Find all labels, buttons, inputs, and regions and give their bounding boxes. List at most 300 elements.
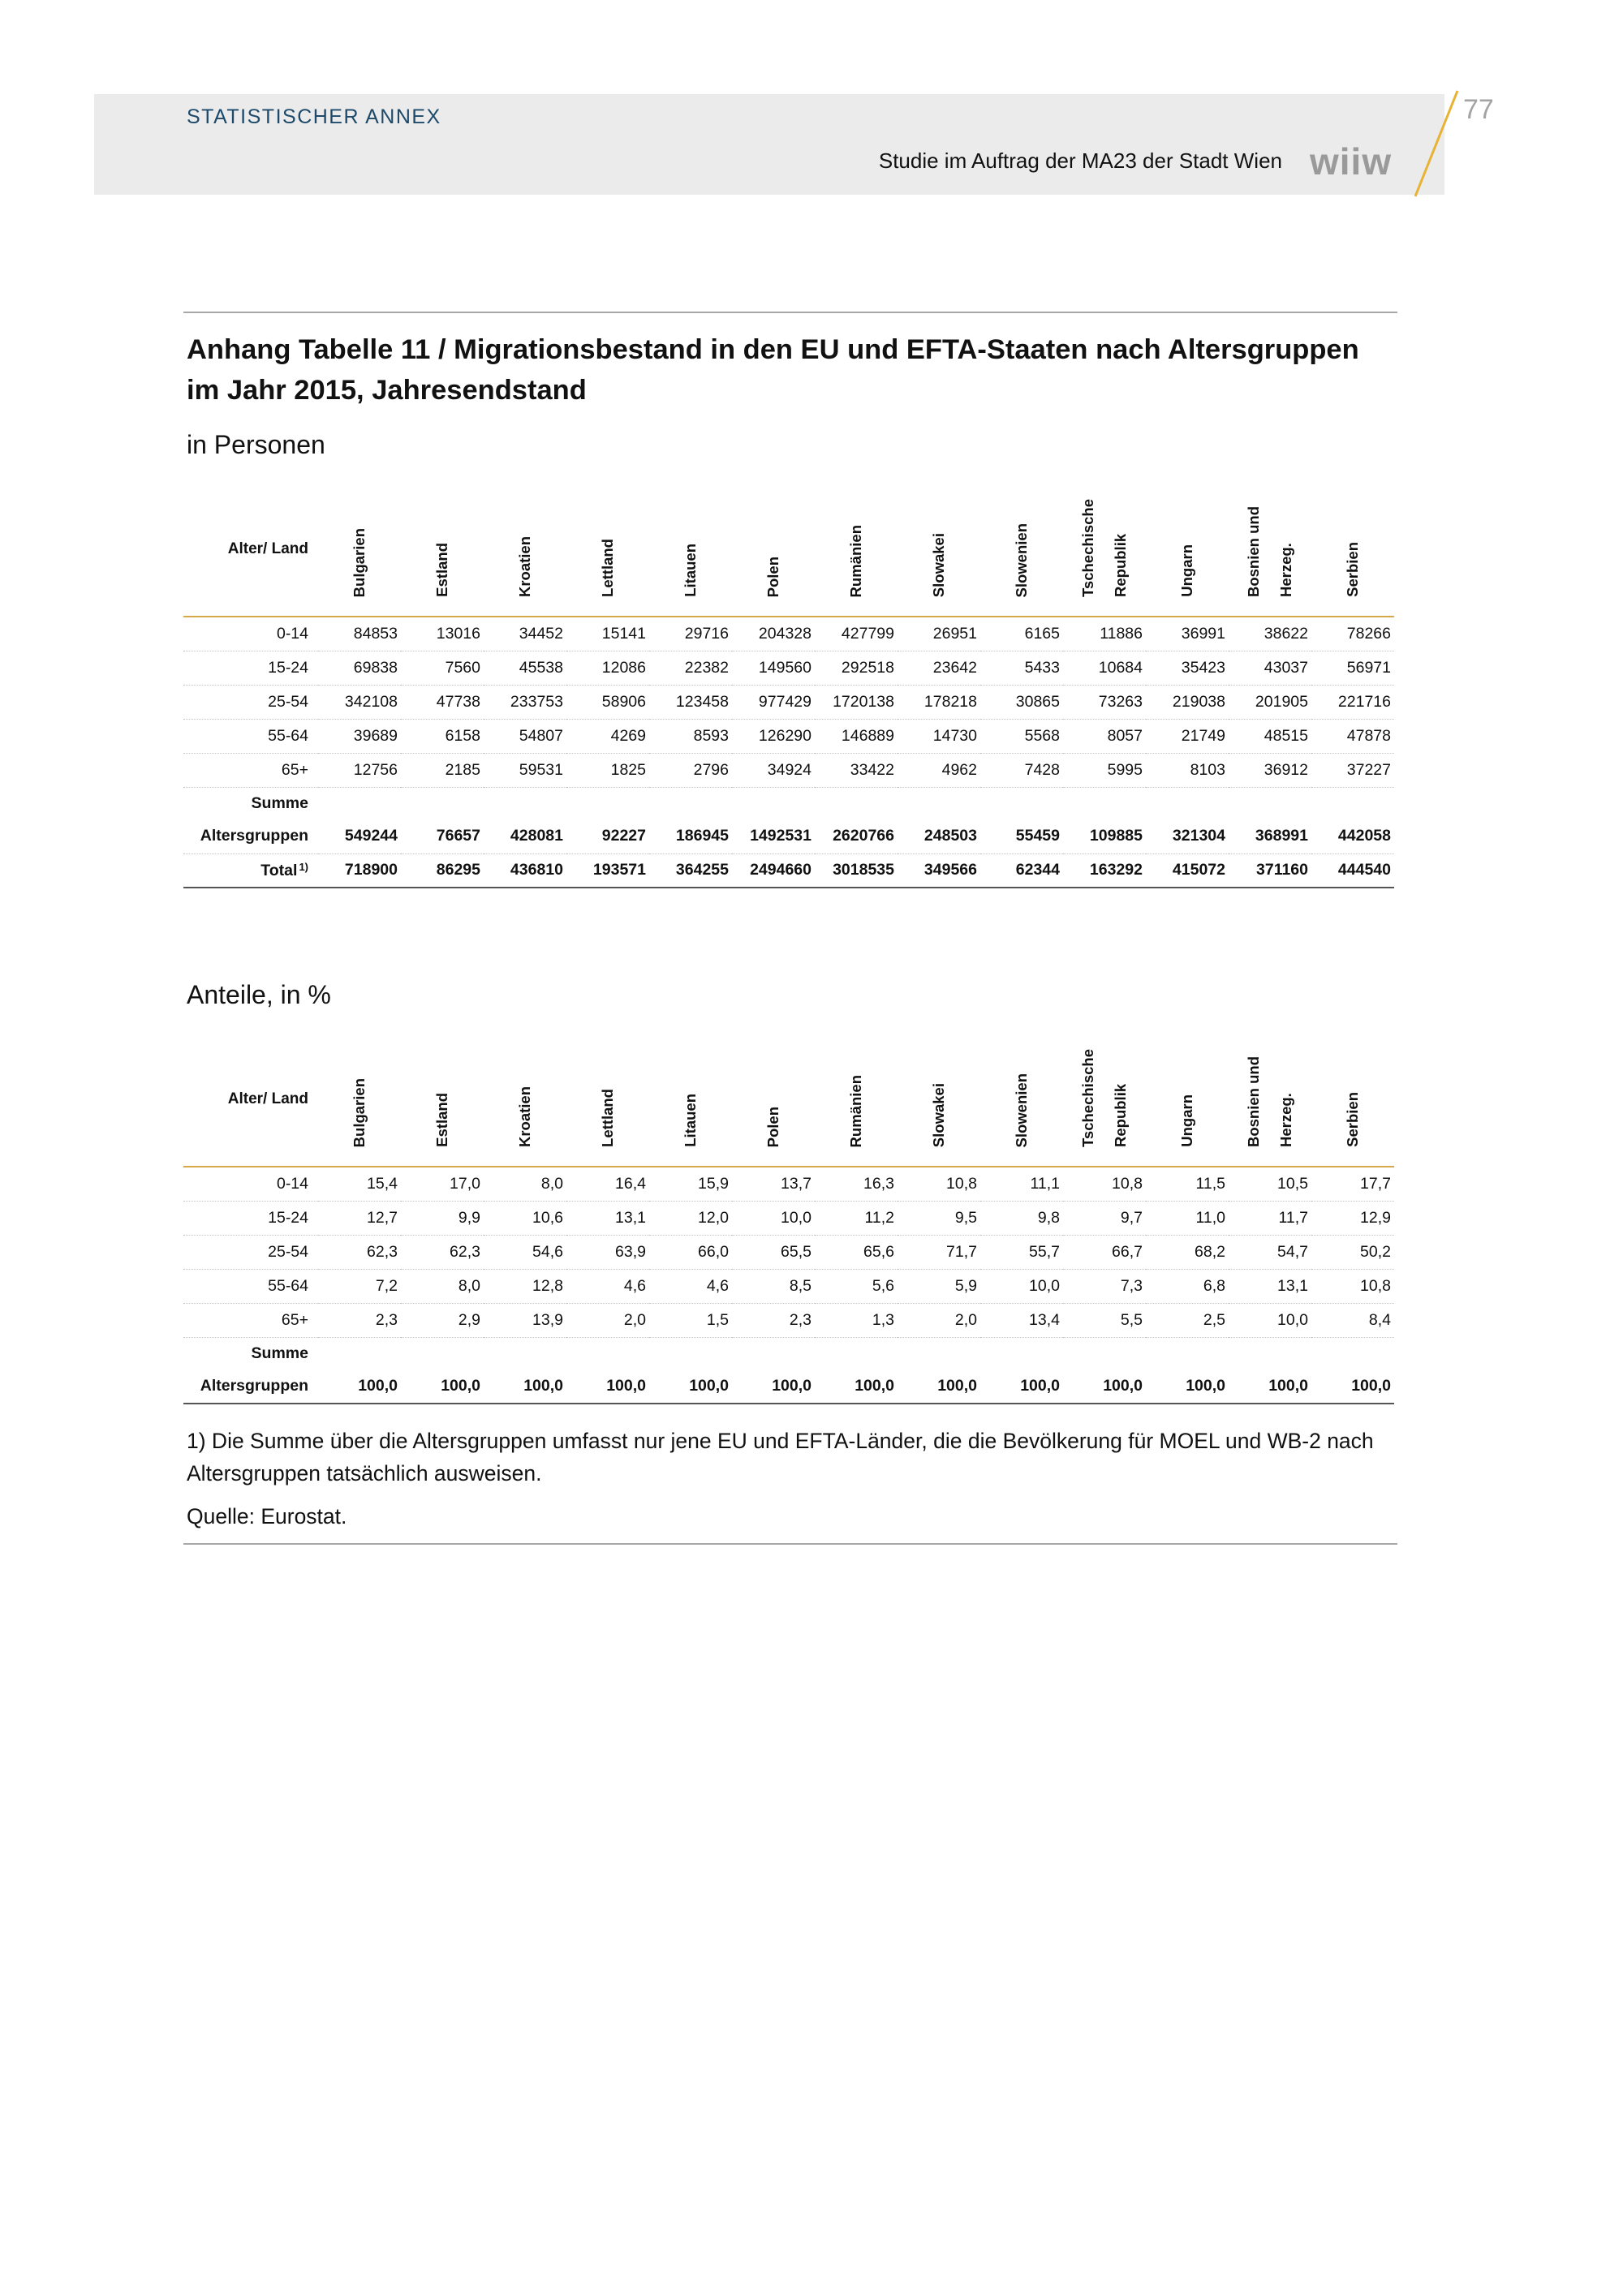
table-cell: 66,0	[649, 1235, 732, 1269]
table-cell: 444540	[1311, 853, 1394, 888]
row-label-text: 55-64	[268, 1276, 308, 1295]
table-cell: 39689	[318, 719, 401, 753]
header-subtitle: Studie im Auftrag der MA23 der Stadt Wien	[878, 148, 1282, 173]
table-row	[183, 685, 1394, 719]
column-header	[1229, 1037, 1311, 1167]
row-label	[183, 1235, 318, 1269]
column-header-line: Tschechische	[1079, 1049, 1096, 1147]
column-header-label	[343, 1078, 376, 1147]
column-header	[401, 1037, 484, 1167]
table-cell: 73263	[1063, 685, 1146, 719]
table-row	[183, 1201, 1394, 1235]
row-label-text: 65+	[281, 760, 308, 779]
table-cell: 16,3	[815, 1167, 898, 1201]
column-header	[1311, 1037, 1394, 1167]
table-cell: 2,0	[898, 1303, 980, 1337]
table-cell: 12,0	[649, 1201, 732, 1235]
column-header-label	[592, 1089, 624, 1147]
table-cell: 11,2	[815, 1201, 898, 1235]
column-header-line: Rumänien	[847, 524, 864, 597]
table-row	[183, 1269, 1394, 1303]
column-header	[1063, 1037, 1146, 1167]
column-header-label	[840, 1075, 872, 1147]
column-header-label	[509, 1086, 541, 1147]
table-cell: 34924	[732, 753, 815, 787]
column-header-line: Litauen	[682, 1094, 699, 1147]
page-number: 77	[1463, 94, 1494, 125]
column-header	[484, 1037, 566, 1167]
row-label-text: Altersgruppen	[200, 1377, 308, 1395]
table-persons	[183, 487, 1394, 888]
table-cell: 59531	[484, 753, 566, 787]
table-cell: 2620766	[815, 819, 898, 853]
table-cell: 14730	[898, 719, 980, 753]
table-cell: 428081	[484, 819, 566, 853]
table-cell: 8057	[1063, 719, 1146, 753]
table-cell: 54,7	[1229, 1235, 1311, 1269]
table-cell: 100,0	[318, 1369, 401, 1404]
table-row	[183, 1303, 1394, 1337]
table-cell: 1720138	[815, 685, 898, 719]
table-cell: 13016	[401, 617, 484, 651]
column-header	[1063, 487, 1146, 617]
table-cell	[815, 787, 898, 819]
corner-header: Alter/ Land	[183, 1037, 318, 1167]
column-header-label	[674, 1094, 707, 1147]
column-header-line: Polen	[764, 1106, 781, 1147]
table-row	[183, 1235, 1394, 1269]
table-cell: 221716	[1311, 685, 1394, 719]
table-cell: 8,0	[401, 1269, 484, 1303]
column-header-label	[840, 525, 872, 597]
header-row	[183, 487, 1394, 617]
table-cell: 321304	[1146, 819, 1229, 853]
column-header	[649, 487, 732, 617]
table-cell: 45538	[484, 651, 566, 685]
row-label	[183, 753, 318, 787]
table-row	[183, 787, 1394, 819]
table2-subheading: Anteile, in %	[187, 980, 331, 1009]
table-cell: 8,4	[1311, 1303, 1394, 1337]
table-cell: 71,7	[898, 1235, 980, 1269]
table-cell: 549244	[318, 819, 401, 853]
column-header-label	[1171, 1094, 1203, 1147]
table-cell: 204328	[732, 617, 815, 651]
row-label	[183, 1369, 318, 1404]
table-cell: 368991	[1229, 819, 1311, 853]
table-cell: 1,3	[815, 1303, 898, 1337]
table-cell: 12,8	[484, 1269, 566, 1303]
table-cell: 11,5	[1146, 1167, 1229, 1201]
table-cell: 9,7	[1063, 1201, 1146, 1235]
row-label-text: 25-54	[268, 1242, 308, 1261]
bottom-rule	[183, 1543, 1397, 1545]
column-header-label	[923, 1083, 955, 1147]
column-header-line: Slowenien	[1013, 522, 1030, 597]
column-header-line: Lettland	[599, 539, 616, 597]
row-label-text: 25-54	[268, 692, 308, 711]
table-cell: 7560	[401, 651, 484, 685]
table-cell: 2494660	[732, 853, 815, 888]
table-cell: 15141	[566, 617, 649, 651]
column-header-label	[923, 533, 955, 597]
table-cell	[732, 787, 815, 819]
column-header-label	[1171, 544, 1203, 597]
table-cell: 65,6	[815, 1235, 898, 1269]
table-cell: 10,8	[1063, 1167, 1146, 1201]
column-header-line: Bosnien und	[1245, 1056, 1262, 1147]
table-cell: 163292	[1063, 853, 1146, 888]
column-header-line: Republik	[1112, 533, 1129, 597]
table-cell: 12086	[566, 651, 649, 685]
table-cell: 2,9	[401, 1303, 484, 1337]
table-cell	[980, 1337, 1063, 1369]
column-header-label	[757, 1107, 790, 1147]
table-cell: 12,9	[1311, 1201, 1394, 1235]
table-cell: 4269	[566, 719, 649, 753]
table-cell: 415072	[1146, 853, 1229, 888]
column-header-line: Serbien	[1344, 542, 1361, 597]
table-cell: 219038	[1146, 685, 1229, 719]
table-cell: 5568	[980, 719, 1063, 753]
table-cell: 21749	[1146, 719, 1229, 753]
column-header	[1229, 487, 1311, 617]
row-label-text: 15-24	[268, 658, 308, 677]
table-cell: 54807	[484, 719, 566, 753]
table-cell: 2,3	[732, 1303, 815, 1337]
table-cell: 9,5	[898, 1201, 980, 1235]
table-cell: 2796	[649, 753, 732, 787]
table-cell: 7,2	[318, 1269, 401, 1303]
table-cell	[566, 1337, 649, 1369]
table-cell	[1311, 787, 1394, 819]
row-label	[183, 853, 318, 888]
table-cell: 100,0	[401, 1369, 484, 1404]
table-cell: 17,7	[1311, 1167, 1394, 1201]
footnote-marker: 1)	[299, 860, 308, 873]
table-cell	[898, 1337, 980, 1369]
row-label	[183, 787, 318, 819]
table-cell: 5995	[1063, 753, 1146, 787]
table-cell: 17,0	[401, 1167, 484, 1201]
table-cell: 4,6	[566, 1269, 649, 1303]
table-cell: 2,3	[318, 1303, 401, 1337]
accent-slash-icon	[1412, 88, 1461, 201]
table-cell	[649, 1337, 732, 1369]
table-cell: 6158	[401, 719, 484, 753]
table-cell: 10,0	[732, 1201, 815, 1235]
table-cell: 55459	[980, 819, 1063, 853]
table-cell: 55,7	[980, 1235, 1063, 1269]
row-label	[183, 617, 318, 651]
table-cell: 84853	[318, 617, 401, 651]
table-cell: 442058	[1311, 819, 1394, 853]
column-header-label	[757, 557, 790, 597]
table-cell: 1492531	[732, 819, 815, 853]
table-cell: 371160	[1229, 853, 1311, 888]
table-cell: 178218	[898, 685, 980, 719]
column-header-line: Litauen	[682, 544, 699, 597]
column-header	[566, 487, 649, 617]
column-header	[815, 487, 898, 617]
table-cell: 6165	[980, 617, 1063, 651]
table-cell: 36912	[1229, 753, 1311, 787]
table-cell: 62,3	[401, 1235, 484, 1269]
column-header	[1146, 1037, 1229, 1167]
table-cell: 10684	[1063, 651, 1146, 685]
row-label	[183, 719, 318, 753]
column-header-line: Ungarn	[1178, 544, 1195, 597]
column-header-line: Kroatien	[516, 1086, 533, 1147]
row-label-text: 55-64	[268, 726, 308, 745]
table-cell: 6,8	[1146, 1269, 1229, 1303]
table-cell: 100,0	[815, 1369, 898, 1404]
table-cell	[1229, 787, 1311, 819]
column-header-line: Polen	[764, 556, 781, 597]
table-cell: 5433	[980, 651, 1063, 685]
table-cell	[649, 787, 732, 819]
column-header-label	[1072, 1049, 1137, 1147]
column-header-label	[1238, 506, 1302, 597]
table-row	[183, 819, 1394, 853]
table-cell: 1825	[566, 753, 649, 787]
table-cell: 10,0	[980, 1269, 1063, 1303]
row-label-text: 0-14	[276, 1174, 308, 1193]
wiiw-logo: wiiw	[1310, 140, 1393, 183]
table-cell: 33422	[815, 753, 898, 787]
column-header	[649, 1037, 732, 1167]
table-cell: 2,5	[1146, 1303, 1229, 1337]
source-note: Quelle: Eurostat.	[187, 1504, 347, 1529]
table-cell: 233753	[484, 685, 566, 719]
table-cell: 23642	[898, 651, 980, 685]
table-cell: 9,8	[980, 1201, 1063, 1235]
table-cell: 427799	[815, 617, 898, 651]
table-cell: 62344	[980, 853, 1063, 888]
table-cell: 92227	[566, 819, 649, 853]
row-label	[183, 1337, 318, 1369]
table-cell	[401, 787, 484, 819]
table-row	[183, 719, 1394, 753]
table-cell: 8593	[649, 719, 732, 753]
column-header	[732, 487, 815, 617]
table-cell: 100,0	[980, 1369, 1063, 1404]
table-cell: 47738	[401, 685, 484, 719]
column-header-line: Serbien	[1344, 1092, 1361, 1147]
table-cell: 109885	[1063, 819, 1146, 853]
table-cell: 11,7	[1229, 1201, 1311, 1235]
column-header-line: Estland	[433, 543, 450, 597]
table-cell: 16,4	[566, 1167, 649, 1201]
table-cell	[401, 1337, 484, 1369]
table1-subheading: in Personen	[187, 430, 325, 459]
table-cell	[318, 1337, 401, 1369]
table-cell	[1063, 1337, 1146, 1369]
table-cell: 62,3	[318, 1235, 401, 1269]
table-cell: 2,0	[566, 1303, 649, 1337]
row-label-text: 15-24	[268, 1208, 308, 1227]
table-cell: 436810	[484, 853, 566, 888]
table-cell: 11,0	[1146, 1201, 1229, 1235]
table-cell: 35423	[1146, 651, 1229, 685]
table-cell: 10,8	[1311, 1269, 1394, 1303]
table-cell: 100,0	[484, 1369, 566, 1404]
table-cell	[1063, 787, 1146, 819]
table-cell: 4,6	[649, 1269, 732, 1303]
table-cell	[484, 1337, 566, 1369]
table-cell: 5,9	[898, 1269, 980, 1303]
table-cell: 54,6	[484, 1235, 566, 1269]
table-cell: 1,5	[649, 1303, 732, 1337]
row-label	[183, 651, 318, 685]
row-label	[183, 685, 318, 719]
table-cell: 76657	[401, 819, 484, 853]
table-row	[183, 617, 1394, 651]
column-header-line: Rumänien	[847, 1074, 864, 1147]
column-header	[898, 1037, 980, 1167]
table-cell: 100,0	[1063, 1369, 1146, 1404]
table-cell: 8103	[1146, 753, 1229, 787]
table-cell: 342108	[318, 685, 401, 719]
table-cell: 248503	[898, 819, 980, 853]
row-label-text: Summe	[251, 793, 308, 812]
column-header	[484, 487, 566, 617]
table-cell: 22382	[649, 651, 732, 685]
table-cell	[1146, 1337, 1229, 1369]
table-cell: 69838	[318, 651, 401, 685]
row-label-text: Summe	[251, 1344, 308, 1362]
row-label	[183, 819, 318, 853]
table-cell: 13,1	[1229, 1269, 1311, 1303]
column-header-label	[1072, 499, 1137, 597]
table-cell: 5,6	[815, 1269, 898, 1303]
table-cell: 68,2	[1146, 1235, 1229, 1269]
table-cell: 38622	[1229, 617, 1311, 651]
footnote: 1) Die Summe über die Altersgruppen umfasst nur jene EU und EFTA-Länder, die die Bevölkerung für MOEL und WB-2 nach Altersgruppen tatsächlich ausweisen.	[187, 1429, 1374, 1486]
column-header-line: Bosnien und	[1245, 505, 1262, 597]
table-cell	[898, 787, 980, 819]
row-label	[183, 1303, 318, 1337]
row-label-text: 0-14	[276, 624, 308, 643]
table-cell: 78266	[1311, 617, 1394, 651]
table-cell: 8,5	[732, 1269, 815, 1303]
table-cell: 8,0	[484, 1167, 566, 1201]
table-title: Anhang Tabelle 11 / Migrationsbestand in den EU und EFTA-Staaten nach Altersgruppen im Jahr 2015, Jahresendstand	[187, 334, 1359, 406]
row-label	[183, 1167, 318, 1201]
table-cell: 201905	[1229, 685, 1311, 719]
column-header	[980, 1037, 1063, 1167]
table-cell: 10,5	[1229, 1167, 1311, 1201]
column-header-label	[509, 536, 541, 597]
table-cell: 100,0	[566, 1369, 649, 1404]
table-cell: 123458	[649, 685, 732, 719]
table-cell: 13,4	[980, 1303, 1063, 1337]
header-row	[183, 1037, 1394, 1167]
table-cell: 34452	[484, 617, 566, 651]
table-cell: 13,9	[484, 1303, 566, 1337]
column-header-line: Slowakei	[930, 532, 947, 597]
column-header-line: Herzeg.	[1277, 543, 1294, 597]
table-cell	[1146, 787, 1229, 819]
table-cell: 126290	[732, 719, 815, 753]
table-cell: 4962	[898, 753, 980, 787]
column-header-label	[1337, 1092, 1369, 1147]
header-section-title: STATISTISCHER ANNEX	[187, 105, 441, 128]
table-cell	[732, 1337, 815, 1369]
table-cell: 100,0	[898, 1369, 980, 1404]
table-cell: 13,7	[732, 1167, 815, 1201]
table-row	[183, 651, 1394, 685]
table-cell: 10,6	[484, 1201, 566, 1235]
column-header-line: Bulgarien	[351, 527, 368, 597]
column-header	[732, 1037, 815, 1167]
table-cell: 7428	[980, 753, 1063, 787]
top-rule	[183, 312, 1397, 313]
row-label-text: Altersgruppen	[200, 827, 308, 845]
table-cell: 15,9	[649, 1167, 732, 1201]
column-header-line: Tschechische	[1079, 499, 1096, 597]
column-header-label	[426, 1093, 458, 1147]
table-cell: 11886	[1063, 617, 1146, 651]
table-cell: 65,5	[732, 1235, 815, 1269]
table-cell: 2185	[401, 753, 484, 787]
column-header-label	[674, 544, 707, 597]
table-cell: 13,1	[566, 1201, 649, 1235]
table-cell: 9,9	[401, 1201, 484, 1235]
row-label	[183, 1201, 318, 1235]
table-cell: 58906	[566, 685, 649, 719]
table-cell: 63,9	[566, 1235, 649, 1269]
table-cell	[1229, 1337, 1311, 1369]
column-header-label	[1337, 542, 1369, 597]
column-header	[1311, 487, 1394, 617]
table-cell	[980, 787, 1063, 819]
table-cell: 364255	[649, 853, 732, 888]
row-label	[183, 1269, 318, 1303]
table-cell: 3018535	[815, 853, 898, 888]
column-header	[1146, 487, 1229, 617]
table-cell: 7,3	[1063, 1269, 1146, 1303]
table-cell: 10,0	[1229, 1303, 1311, 1337]
table-cell: 100,0	[649, 1369, 732, 1404]
column-header	[898, 487, 980, 617]
column-header-line: Bulgarien	[351, 1077, 368, 1147]
column-header-line: Slowenien	[1013, 1073, 1030, 1147]
table-cell: 977429	[732, 685, 815, 719]
column-header	[318, 1037, 401, 1167]
table-cell	[1311, 1337, 1394, 1369]
table-cell: 43037	[1229, 651, 1311, 685]
table-cell: 186945	[649, 819, 732, 853]
table-cell: 26951	[898, 617, 980, 651]
table-cell: 193571	[566, 853, 649, 888]
table-cell	[815, 1337, 898, 1369]
table-cell: 15,4	[318, 1167, 401, 1201]
table-cell: 149560	[732, 651, 815, 685]
table-cell: 100,0	[1229, 1369, 1311, 1404]
row-label-text: Total	[260, 861, 298, 879]
table-shares	[183, 1037, 1394, 1404]
table-cell: 12756	[318, 753, 401, 787]
table-row	[183, 853, 1394, 888]
table-cell: 36991	[1146, 617, 1229, 651]
table-cell: 29716	[649, 617, 732, 651]
table-cell: 56971	[1311, 651, 1394, 685]
table-row	[183, 1337, 1394, 1369]
column-header	[815, 1037, 898, 1167]
table-cell: 47878	[1311, 719, 1394, 753]
table-cell: 86295	[401, 853, 484, 888]
